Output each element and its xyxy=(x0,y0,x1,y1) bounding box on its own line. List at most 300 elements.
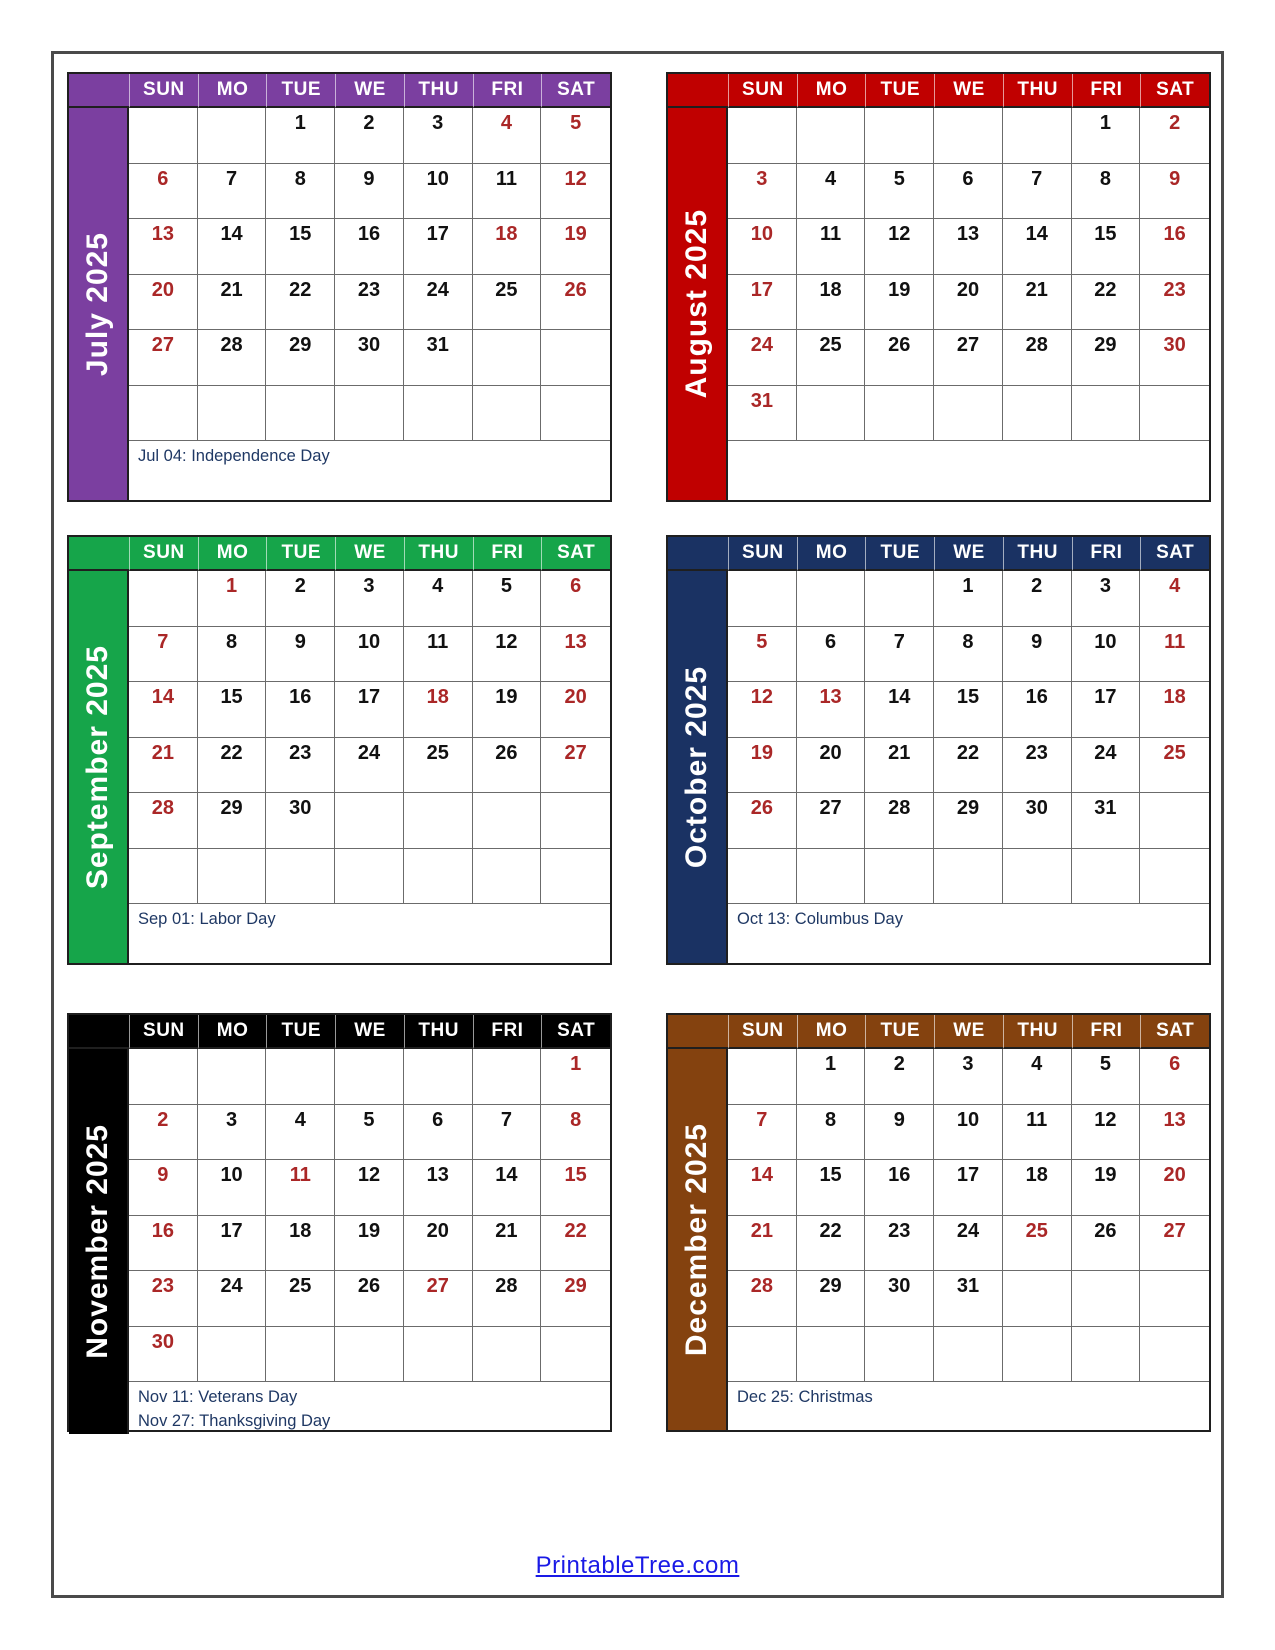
day-number: 28 xyxy=(1025,334,1048,356)
day-cell xyxy=(1003,738,1072,794)
day-number: 12 xyxy=(750,686,773,708)
day-cell xyxy=(129,275,198,331)
day-cell xyxy=(1003,1160,1072,1216)
day-number: 10 xyxy=(220,1164,243,1186)
day-cell xyxy=(473,627,542,683)
weekday-header: SAT xyxy=(1140,74,1209,108)
day-cell xyxy=(198,682,267,738)
day-cell xyxy=(797,164,866,220)
weekday-header: WE xyxy=(934,1015,1003,1049)
day-cell xyxy=(934,1160,1003,1216)
day-number: 1 xyxy=(962,575,974,597)
day-number: 19 xyxy=(495,686,518,708)
day-number: 15 xyxy=(220,686,243,708)
month-sidebar xyxy=(668,1049,728,1430)
day-cell xyxy=(473,386,542,442)
day-cell xyxy=(797,738,866,794)
day-number: 23 xyxy=(888,1219,911,1242)
day-number: 5 xyxy=(570,112,582,134)
day-cell xyxy=(797,849,866,905)
day-number: 24 xyxy=(750,334,773,356)
day-cell xyxy=(266,1216,335,1272)
weekday-header: FRI xyxy=(1072,1015,1141,1049)
day-number: 16 xyxy=(357,223,381,245)
day-number: 30 xyxy=(1025,797,1048,819)
day-cell xyxy=(1003,330,1072,386)
day-cell xyxy=(335,330,404,386)
day-cell xyxy=(404,1327,473,1383)
day-cell xyxy=(266,1105,335,1161)
day-cell xyxy=(865,275,934,331)
month-title: September 2025 xyxy=(81,644,114,890)
day-number: 24 xyxy=(1094,741,1117,764)
day-cell xyxy=(473,738,542,794)
day-cell xyxy=(404,219,473,275)
day-number: 24 xyxy=(357,741,381,764)
day-number: 15 xyxy=(289,223,312,245)
day-number: 15 xyxy=(956,686,980,708)
day-number: 16 xyxy=(151,1219,174,1242)
day-number: 21 xyxy=(888,741,911,764)
day-number: 9 xyxy=(363,167,375,190)
day-cell xyxy=(541,108,610,164)
day-number: 17 xyxy=(750,278,773,301)
day-number: 2 xyxy=(363,112,375,134)
day-number: 16 xyxy=(1025,686,1048,708)
month-august-2025 xyxy=(666,72,1211,502)
day-number: 25 xyxy=(1163,741,1186,764)
day-cell xyxy=(335,1216,404,1272)
day-number: 29 xyxy=(220,797,243,819)
day-cell xyxy=(728,1271,797,1327)
day-cell xyxy=(1140,682,1209,738)
weekday-header: THU xyxy=(404,537,473,571)
day-cell xyxy=(865,849,934,905)
day-number: 11 xyxy=(1026,1108,1048,1131)
day-number: 14 xyxy=(220,223,243,245)
day-cell xyxy=(1072,1049,1141,1105)
day-number: 9 xyxy=(1031,630,1043,653)
holiday-note: Nov 27: Thanksgiving Day xyxy=(138,1411,331,1430)
day-cell xyxy=(266,1271,335,1327)
day-number: 18 xyxy=(1163,686,1186,708)
day-cell xyxy=(129,793,198,849)
weekday-header: WE xyxy=(934,537,1003,571)
day-cell xyxy=(728,793,797,849)
weekday-header: FRI xyxy=(473,1015,542,1049)
day-cell xyxy=(266,330,335,386)
day-number: 5 xyxy=(893,167,905,190)
day-cell xyxy=(404,164,473,220)
day-cell xyxy=(404,1049,473,1105)
day-number: 30 xyxy=(1163,334,1186,356)
day-cell xyxy=(1072,793,1141,849)
day-number: 13 xyxy=(564,630,587,653)
month-title: July 2025 xyxy=(81,231,114,377)
day-cell xyxy=(728,108,797,164)
day-cell xyxy=(404,386,473,442)
day-number: 29 xyxy=(564,1275,587,1297)
day-number: 30 xyxy=(151,1330,174,1353)
weekday-header: SUN xyxy=(728,1015,797,1049)
weekday-header: SAT xyxy=(541,537,610,571)
day-cell xyxy=(473,682,542,738)
day-number: 25 xyxy=(426,741,449,764)
day-cell xyxy=(129,1327,198,1383)
day-number: 23 xyxy=(151,1275,174,1297)
day-number: 26 xyxy=(564,278,587,301)
day-number: 4 xyxy=(1031,1053,1043,1075)
weekday-header: WE xyxy=(934,74,1003,108)
weekday-header: TUE xyxy=(266,74,335,108)
day-number: 29 xyxy=(289,334,312,356)
day-number: 12 xyxy=(1094,1108,1117,1131)
day-cell xyxy=(198,1327,267,1383)
day-cell xyxy=(1003,1271,1072,1327)
day-number: 23 xyxy=(357,278,381,301)
day-number: 6 xyxy=(570,575,582,597)
day-number: 11 xyxy=(819,223,842,245)
day-number: 22 xyxy=(220,741,243,764)
weekday-header: SUN xyxy=(129,1015,198,1049)
day-number: 30 xyxy=(357,334,381,356)
day-cell xyxy=(865,219,934,275)
day-cell xyxy=(1140,330,1209,386)
month-sidebar xyxy=(668,108,728,500)
day-cell xyxy=(266,627,335,683)
day-number: 1 xyxy=(226,575,238,597)
day-cell xyxy=(934,793,1003,849)
day-cell xyxy=(728,1105,797,1161)
day-number: 25 xyxy=(819,334,842,356)
day-number: 4 xyxy=(1169,575,1181,597)
weekday-header: MO xyxy=(198,74,267,108)
day-cell xyxy=(728,1216,797,1272)
day-cell xyxy=(728,275,797,331)
header-corner-cell xyxy=(668,1015,728,1049)
day-number: 24 xyxy=(956,1219,980,1242)
holiday-note: Oct 13: Columbus Day xyxy=(737,910,903,928)
day-number: 30 xyxy=(888,1275,911,1297)
day-cell xyxy=(404,682,473,738)
day-cell xyxy=(797,219,866,275)
day-number: 28 xyxy=(888,797,911,819)
day-cell xyxy=(934,108,1003,164)
day-cell xyxy=(335,1271,404,1327)
day-number: 17 xyxy=(1094,686,1117,708)
day-cell xyxy=(473,164,542,220)
holiday-note: Jul 04: Independence Day xyxy=(138,447,330,465)
day-cell xyxy=(1003,571,1072,627)
day-number: 13 xyxy=(956,223,980,245)
month-october-2025 xyxy=(666,535,1211,965)
day-cell xyxy=(1140,164,1209,220)
day-number: 1 xyxy=(825,1053,837,1075)
month-sidebar xyxy=(69,571,129,963)
month-sidebar xyxy=(69,1049,129,1434)
day-cell xyxy=(129,682,198,738)
day-number: 13 xyxy=(819,686,842,708)
day-cell xyxy=(1003,682,1072,738)
day-number: 31 xyxy=(1094,797,1117,819)
weekday-header: THU xyxy=(404,1015,473,1049)
day-cell xyxy=(1072,1160,1141,1216)
day-cell xyxy=(1072,219,1141,275)
day-cell xyxy=(335,108,404,164)
day-cell xyxy=(129,330,198,386)
holiday-note-area xyxy=(129,904,610,963)
day-number: 3 xyxy=(1099,575,1111,597)
day-number: 27 xyxy=(564,741,587,764)
weekday-header: SUN xyxy=(129,74,198,108)
day-cell xyxy=(473,1216,542,1272)
day-cell xyxy=(797,1327,866,1383)
day-cell xyxy=(1003,627,1072,683)
holiday-note: Sep 01: Labor Day xyxy=(138,910,276,928)
day-cell xyxy=(129,164,198,220)
day-number: 26 xyxy=(357,1275,381,1297)
day-cell xyxy=(728,164,797,220)
holiday-note-area xyxy=(728,904,1209,963)
weekday-header: WE xyxy=(335,74,404,108)
weekday-header: TUE xyxy=(266,1015,335,1049)
day-cell xyxy=(404,1216,473,1272)
day-cell xyxy=(728,738,797,794)
weekday-header: FRI xyxy=(1072,537,1141,571)
day-number: 18 xyxy=(1025,1164,1048,1186)
month-title: October 2025 xyxy=(680,665,713,869)
day-cell xyxy=(1003,1216,1072,1272)
day-cell xyxy=(266,164,335,220)
day-number: 16 xyxy=(289,686,312,708)
day-cell xyxy=(541,793,610,849)
day-number: 8 xyxy=(825,1108,837,1131)
day-cell xyxy=(1003,164,1072,220)
day-cell xyxy=(1003,219,1072,275)
day-cell xyxy=(797,682,866,738)
holiday-note: Nov 11: Veterans Day xyxy=(138,1388,298,1406)
day-cell xyxy=(934,386,1003,442)
day-cell xyxy=(541,1271,610,1327)
day-number: 10 xyxy=(357,630,381,653)
day-number: 10 xyxy=(426,167,449,190)
day-cell xyxy=(129,1105,198,1161)
day-cell xyxy=(198,1049,267,1105)
day-number: 29 xyxy=(956,797,980,819)
day-cell xyxy=(934,1216,1003,1272)
day-cell xyxy=(728,386,797,442)
day-number: 14 xyxy=(888,686,911,708)
day-number: 29 xyxy=(1094,334,1117,356)
day-cell xyxy=(728,849,797,905)
day-cell xyxy=(335,627,404,683)
day-cell xyxy=(404,1160,473,1216)
day-number: 17 xyxy=(357,686,381,708)
day-cell xyxy=(1140,275,1209,331)
day-cell xyxy=(335,1160,404,1216)
day-cell xyxy=(473,1105,542,1161)
day-number: 18 xyxy=(289,1219,312,1242)
day-cell xyxy=(1140,108,1209,164)
day-cell xyxy=(404,108,473,164)
day-cell xyxy=(541,275,610,331)
day-cell xyxy=(266,386,335,442)
day-cell xyxy=(1072,627,1141,683)
day-cell xyxy=(1140,386,1209,442)
weekday-header: THU xyxy=(404,74,473,108)
day-number: 9 xyxy=(893,1108,905,1131)
day-cell xyxy=(1072,571,1141,627)
day-number: 12 xyxy=(357,1164,381,1186)
day-cell xyxy=(1003,793,1072,849)
day-cell xyxy=(335,571,404,627)
day-number: 23 xyxy=(289,741,312,764)
day-number: 5 xyxy=(500,575,512,597)
day-cell xyxy=(541,1105,610,1161)
day-number: 19 xyxy=(750,741,773,764)
day-number: 2 xyxy=(1169,112,1181,134)
day-cell xyxy=(198,386,267,442)
holiday-note-area xyxy=(129,1382,610,1434)
day-number: 20 xyxy=(151,278,174,301)
day-cell xyxy=(797,1049,866,1105)
day-cell xyxy=(335,793,404,849)
month-title: August 2025 xyxy=(680,209,713,399)
day-cell xyxy=(865,571,934,627)
day-cell xyxy=(1140,1105,1209,1161)
day-cell xyxy=(541,849,610,905)
day-number: 7 xyxy=(226,167,238,190)
weekday-header: MO xyxy=(198,537,267,571)
day-cell xyxy=(404,275,473,331)
footer xyxy=(0,1552,1275,1580)
day-cell xyxy=(934,849,1003,905)
weekday-header: WE xyxy=(335,537,404,571)
day-cell xyxy=(1140,219,1209,275)
day-cell xyxy=(129,738,198,794)
day-cell xyxy=(335,164,404,220)
day-number: 6 xyxy=(825,630,837,653)
weekday-header: TUE xyxy=(865,537,934,571)
day-cell xyxy=(1003,849,1072,905)
day-cell xyxy=(1003,1049,1072,1105)
day-cell xyxy=(1072,108,1141,164)
day-number: 22 xyxy=(564,1219,587,1242)
day-cell xyxy=(198,219,267,275)
day-cell xyxy=(797,330,866,386)
day-number: 12 xyxy=(495,630,518,653)
header-corner-cell xyxy=(668,74,728,108)
header-corner-cell xyxy=(69,1015,129,1049)
day-number: 1 xyxy=(1099,112,1111,134)
day-cell xyxy=(198,108,267,164)
day-cell xyxy=(1140,571,1209,627)
day-cell xyxy=(404,738,473,794)
day-number: 7 xyxy=(893,630,905,653)
day-cell xyxy=(1003,1105,1072,1161)
weekday-header: SUN xyxy=(728,537,797,571)
day-number: 17 xyxy=(220,1219,243,1242)
day-number: 27 xyxy=(1163,1219,1186,1242)
header-corner-cell xyxy=(69,74,129,108)
day-cell xyxy=(865,793,934,849)
day-cell xyxy=(335,386,404,442)
day-cell xyxy=(266,219,335,275)
day-number: 20 xyxy=(426,1219,449,1242)
weekday-header: THU xyxy=(1003,1015,1072,1049)
day-cell xyxy=(404,849,473,905)
day-cell xyxy=(797,793,866,849)
day-number: 11 xyxy=(427,630,449,653)
weekday-header: SUN xyxy=(129,537,198,571)
day-number: 21 xyxy=(495,1219,518,1242)
day-number: 20 xyxy=(819,741,842,764)
day-number: 15 xyxy=(1094,223,1117,245)
day-cell xyxy=(541,627,610,683)
day-cell xyxy=(865,1049,934,1105)
day-cell xyxy=(198,738,267,794)
day-cell xyxy=(198,627,267,683)
printabletree-link[interactable]: PrintableTree.com xyxy=(535,1552,740,1579)
weekday-header: THU xyxy=(1003,74,1072,108)
day-cell xyxy=(266,571,335,627)
day-number: 19 xyxy=(564,223,587,245)
day-number: 3 xyxy=(432,112,444,134)
day-cell xyxy=(335,682,404,738)
day-number: 21 xyxy=(220,278,243,301)
day-cell xyxy=(728,330,797,386)
day-number: 4 xyxy=(500,112,512,134)
day-cell xyxy=(797,1160,866,1216)
day-cell xyxy=(541,386,610,442)
day-cell xyxy=(865,1327,934,1383)
day-number: 31 xyxy=(426,334,449,356)
weekday-header: MO xyxy=(797,537,866,571)
day-number: 31 xyxy=(750,389,773,412)
day-cell xyxy=(1072,1271,1141,1327)
weekday-header: MO xyxy=(797,74,866,108)
day-number: 26 xyxy=(1094,1219,1117,1242)
day-cell xyxy=(1140,627,1209,683)
weekday-header: THU xyxy=(1003,537,1072,571)
month-title: November 2025 xyxy=(81,1124,114,1359)
day-cell xyxy=(198,1105,267,1161)
day-number: 25 xyxy=(1025,1219,1048,1242)
month-july-2025 xyxy=(67,72,612,502)
day-number: 5 xyxy=(1099,1053,1111,1075)
day-number: 2 xyxy=(157,1108,169,1131)
day-number: 27 xyxy=(956,334,980,356)
day-cell xyxy=(266,1049,335,1105)
day-number: 22 xyxy=(1094,278,1117,301)
day-cell xyxy=(129,386,198,442)
day-number: 19 xyxy=(888,278,911,301)
day-cell xyxy=(934,219,1003,275)
day-number: 23 xyxy=(1025,741,1048,764)
day-cell xyxy=(541,571,610,627)
day-number: 6 xyxy=(157,167,169,190)
day-cell xyxy=(728,1049,797,1105)
holiday-note-area xyxy=(129,441,610,500)
day-cell xyxy=(934,738,1003,794)
day-cell xyxy=(473,793,542,849)
day-number: 8 xyxy=(1099,167,1111,190)
day-number: 13 xyxy=(1163,1108,1186,1131)
weekday-header: TUE xyxy=(266,537,335,571)
day-number: 28 xyxy=(750,1275,773,1297)
day-cell xyxy=(335,275,404,331)
day-cell xyxy=(865,1160,934,1216)
